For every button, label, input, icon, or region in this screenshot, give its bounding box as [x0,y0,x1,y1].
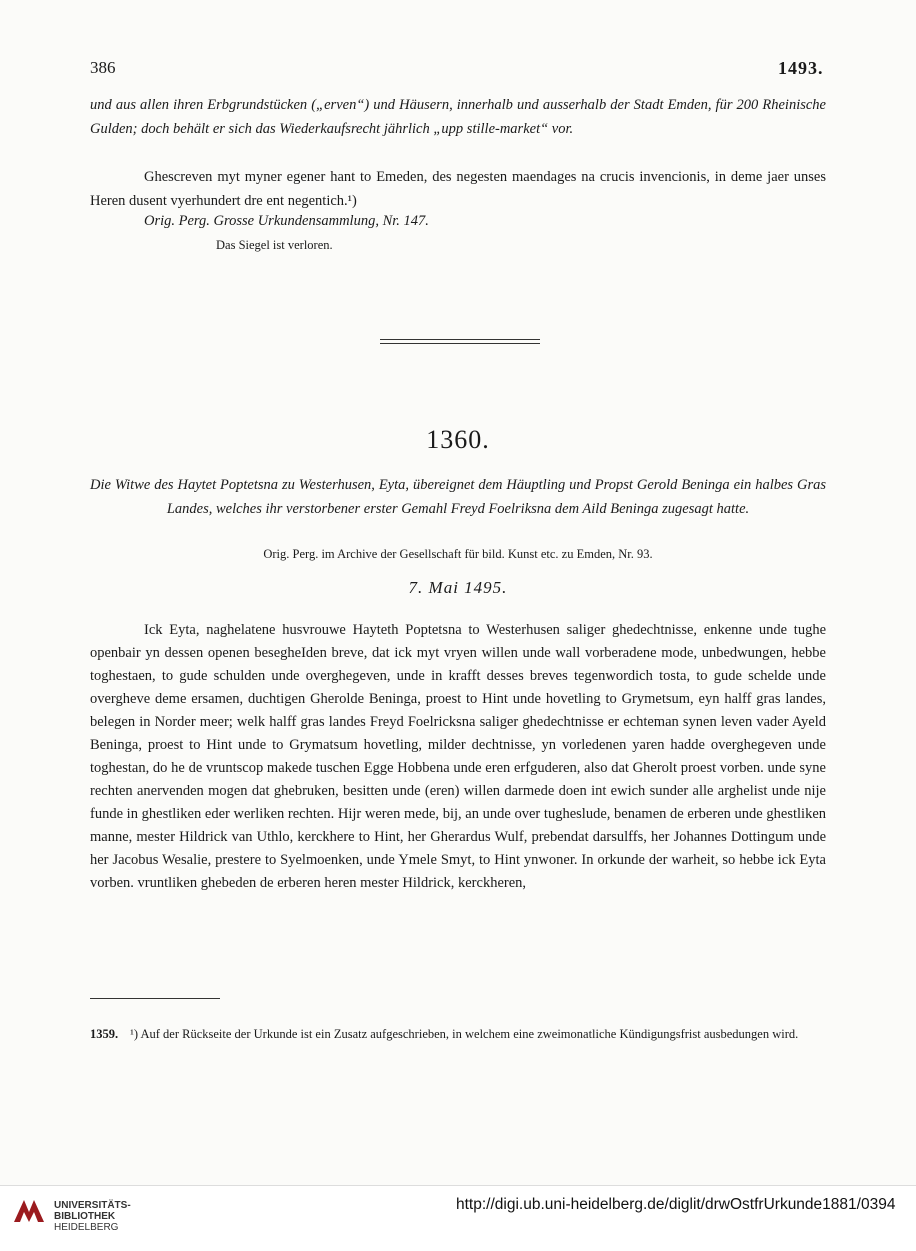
footnote-divider [90,998,220,999]
library-name-line1: UNIVERSITÄTS- [54,1200,131,1211]
viewer-footer [0,1185,916,1251]
library-logo-icon[interactable] [10,1192,48,1230]
section-divider-lower [380,343,540,344]
document-text: Ick Eyta, naghelatene husvrouwe Hayteth Poptetsna to Westerhusen saliger ghedechtnisse, enkenne unde tughe openbair yn dessen openen besegheIden breve, dat ick myt vryen willen unde wall vorberadene mode, unbedwungen, hebbe toghestaen, to gude schulden unde overghegeven, unde in krafft desses breves tegenwordich tosta, to gude schelde unde overgheve deme ersamen, duchtigen Gherolde Beninga, proest to Hint unde hovetling to Grymetsum, eyn halff gras landes, belegen in Norder meer; welk halff gras landes Freyd Foelricksna saliger ghedechtnisse er echteman synen leven vader Ayeld Beninga, proest to Hint unde to Grymatsum hovetling, milder dechtnisse, yn vorledenen yaren hadde overghegeven unde toghestan, do he de vruntscop makede tuschen Egge Hobbena unde eren erfguderen, also dat Gherolt proest vorben. unde syne rechten anervenden mogen dat ghebruken, besitten unde (eren) willen darmede doen int ewich sunder alle arghelist unde nije funde in ghestliken eder werliken rechten. Hijr weren mede, bij, an unde over tugheslude, benamen de erberen unde ghestliken manne, mester Hildrick van Uthlo, kerckhere to Hint, her Gherardus Wulf, prebendat darsulffs, her Johannes Dottingum unde her Jacobus Wesalie, prestere to Syelmoenken, unde Ymele Smyt, to Hint ynwoner. In orkunde der warheit, so hebbe ick Eyta vorben. vruntliken ghebeden de erberen heren mester Hildrick, kerckheren, [90,622,826,891]
document-summary: Die Witwe des Haytet Poptetsna zu Westerhusen, Eyta, übereignet dem Häuptling und Propst Gerold Beninga ein halbes Gras Landes, welches ihr verstorbener erster Gemahl Freyd Foelriksna dem Aild Beninga zugesagt hatte. [90,477,826,517]
section-divider [380,339,540,340]
previous-document-closing: Ghescreven myt myner egener hant to Emeden, des negesten maendages na crucis invencionis, in deme jaer unses Heren dusent vyerhundert dre ent negentich.¹) [90,169,826,209]
permalink-url[interactable]: http://digi.ub.uni-heidelberg.de/diglit/drwOstfrUrkunde1881/0394 [456,1196,896,1213]
page-number: 386 [90,58,116,77]
header-year: 1493. [778,58,824,78]
library-name[interactable] [54,1200,131,1233]
library-name-line2: BIBLIOTHEK [54,1211,116,1222]
footnote-text: ¹) Auf der Rückseite der Urkunde ist ein Zusatz aufgeschrieben, in welchem eine zweimonatliche Kündigungsfrist ausbedungen wird. [130,1027,799,1041]
document-number: 1360. [426,425,490,454]
archive-note: Orig. Perg. im Archive der Gesellschaft für bild. Kunst etc. zu Emden, Nr. 93. [263,547,653,561]
footnote [90,1025,826,1043]
previous-document-summary: und aus allen ihren Erbgrundstücken („erven“) und Häusern, innerhalb und ausserhalb der Stadt Emden, für 200 Rheinische Gulden; doch behält er sich das Wiederkaufsrecht jährlich „upp stille-market“ vor. [90,97,826,137]
footnote-number: 1359. [90,1027,119,1041]
library-name-line3: HEIDELBERG [54,1222,119,1233]
seal-note: Das Siegel ist verloren. [216,238,333,252]
previous-document-source: Orig. Perg. Grosse Urkundensammlung, Nr. 147. [144,213,429,229]
document-date: 7. Mai 1495. [408,578,508,597]
